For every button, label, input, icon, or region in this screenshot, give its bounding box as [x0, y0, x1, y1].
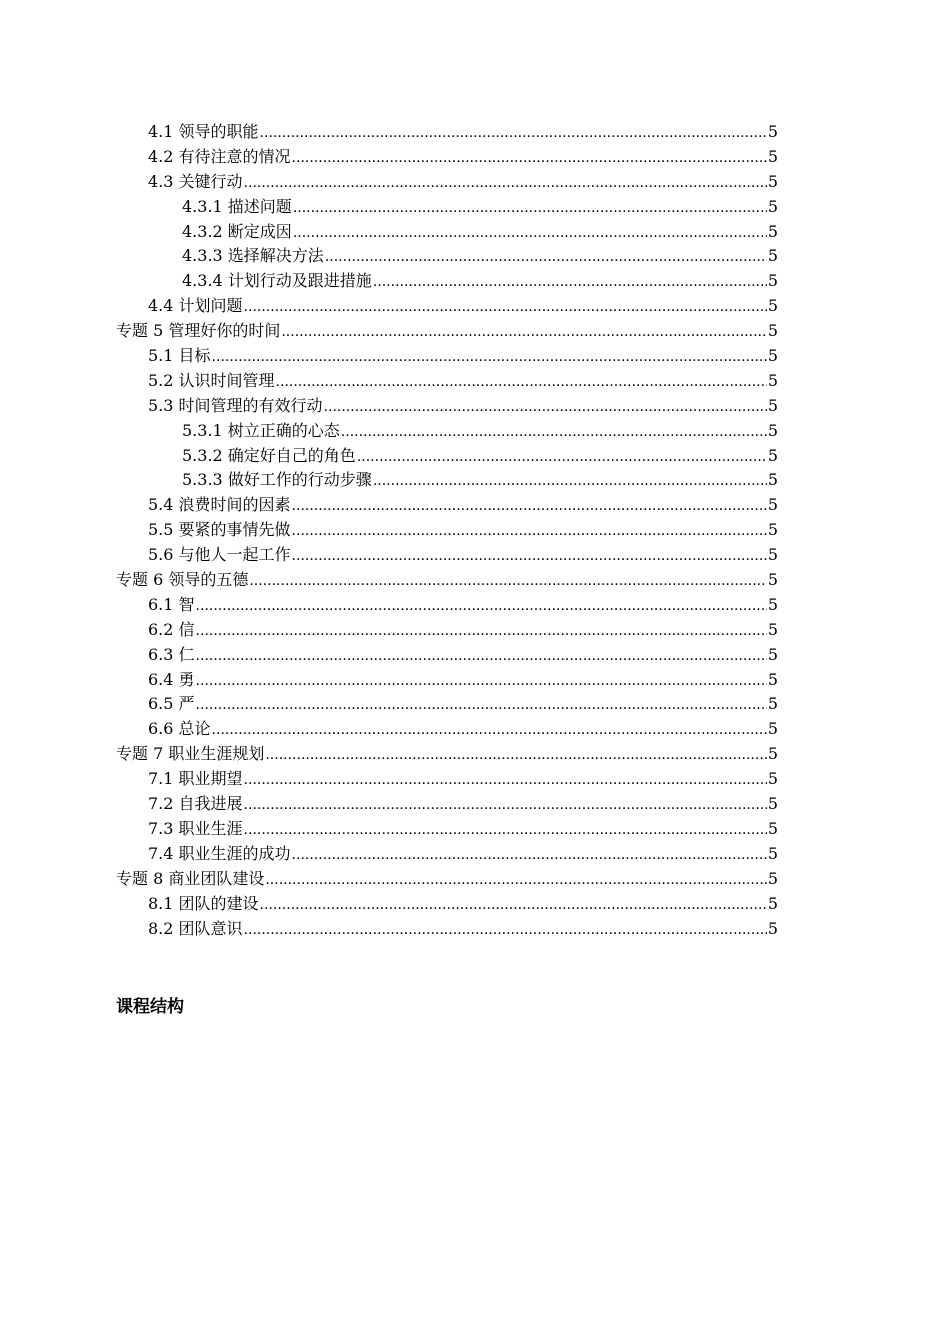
- toc-dot-leader: [292, 843, 767, 868]
- toc-dot-leader: [265, 743, 766, 768]
- toc-entry[interactable]: [116, 518, 778, 543]
- toc-entry-page-number: 5: [767, 470, 778, 490]
- toc-entry[interactable]: [116, 842, 778, 867]
- toc-entry[interactable]: [116, 394, 778, 419]
- toc-entry[interactable]: [116, 917, 778, 942]
- toc-entry-label: 7.2 自我进展: [148, 794, 243, 814]
- toc-entry-label: 4.3.3 选择解决方法: [182, 246, 324, 266]
- toc-entry-page-number: 5: [767, 669, 778, 689]
- toc-dot-leader: [292, 494, 767, 519]
- toc-entry-page-number: 5: [767, 122, 778, 141]
- toc-entry[interactable]: [116, 468, 778, 493]
- toc-entry[interactable]: [116, 195, 778, 220]
- toc-entry[interactable]: [116, 269, 778, 294]
- toc-entry[interactable]: [116, 643, 778, 668]
- toc-entry-label: 7.1 职业期望: [148, 769, 243, 789]
- toc-entry-page-number: 5: [767, 146, 778, 166]
- toc-entry[interactable]: [116, 668, 778, 693]
- toc-entry[interactable]: [116, 294, 778, 319]
- toc-dot-leader: [281, 320, 766, 345]
- toc-entry[interactable]: [116, 344, 778, 369]
- toc-dot-leader: [265, 868, 766, 893]
- toc-entry-page-number: 5: [767, 420, 778, 440]
- toc-entry-label: 8.2 团队意识: [148, 918, 243, 938]
- toc-entry[interactable]: [116, 543, 778, 568]
- toc-dot-leader: [244, 295, 767, 320]
- toc-dot-leader: [196, 644, 767, 669]
- toc-entry-label: 4.3.1 描述问题: [182, 196, 292, 216]
- toc-entry-label: 5.3.1 树立正确的心态: [182, 420, 340, 440]
- toc-entry[interactable]: [116, 170, 778, 195]
- toc-dot-leader: [260, 893, 767, 918]
- toc-entry[interactable]: [116, 767, 778, 792]
- toc-entry-label: 6.4 勇: [148, 669, 195, 689]
- toc-dot-leader: [212, 718, 767, 743]
- toc-entry-page-number: 5: [767, 893, 778, 913]
- toc-dot-leader: [244, 793, 767, 818]
- toc-dot-leader: [212, 345, 767, 370]
- toc-entry-label: 6.1 智: [148, 594, 195, 614]
- toc-entry-label: 4.3.2 断定成因: [182, 221, 292, 241]
- toc-entry-label: 5.6 与他人一起工作: [148, 545, 291, 565]
- toc-entry-label: 6.2 信: [148, 619, 195, 639]
- toc-entry[interactable]: [116, 618, 778, 643]
- toc-dot-leader: [292, 519, 767, 544]
- toc-entry-page-number: 5: [767, 594, 778, 614]
- toc-entry-label: 4.3.4 计划行动及跟进措施: [182, 271, 372, 291]
- toc-entry[interactable]: [116, 742, 778, 767]
- toc-entry-label: 8.1 团队的建设: [148, 893, 259, 913]
- toc-entry-label: 4.1 领导的职能: [148, 122, 259, 141]
- toc-entry[interactable]: [116, 220, 778, 245]
- toc-dot-leader: [260, 121, 767, 146]
- toc-dot-leader: [276, 370, 767, 395]
- toc-entry-label: 4.2 有待注意的情况: [148, 146, 291, 166]
- toc-entry-page-number: 5: [767, 694, 778, 714]
- toc-entry-label: 6.5 严: [148, 694, 195, 714]
- toc-entry-page-number: 5: [767, 495, 778, 515]
- section-heading: 课程结构: [116, 997, 184, 1017]
- toc-entry-label: 专题 8 商业团队建设: [116, 868, 265, 888]
- toc-entry-label: 5.1 目标: [148, 346, 211, 366]
- toc-entry[interactable]: [116, 692, 778, 717]
- toc-entry-label: 5.3.2 确定好自己的角色: [182, 445, 356, 465]
- toc-entry[interactable]: [116, 369, 778, 394]
- toc-entry-page-number: 5: [767, 520, 778, 540]
- toc-entry-page-number: 5: [767, 818, 778, 838]
- toc-dot-leader: [244, 171, 767, 196]
- toc-entry[interactable]: [116, 717, 778, 742]
- toc-entry-page-number: 5: [767, 794, 778, 814]
- toc-entry-page-number: 5: [767, 296, 778, 316]
- toc-dot-leader: [373, 270, 767, 295]
- toc-entry-label: 专题 5 管理好你的时间: [116, 321, 281, 341]
- toc-entry-page-number: 5: [767, 271, 778, 291]
- toc-dot-leader: [325, 245, 767, 270]
- toc-entry-label: 5.3 时间管理的有效行动: [148, 395, 323, 415]
- toc-entry[interactable]: [116, 792, 778, 817]
- toc-entry-page-number: 5: [767, 445, 778, 465]
- toc-entry-page-number: 5: [767, 570, 778, 590]
- toc-dot-leader: [196, 619, 767, 644]
- toc-dot-leader: [196, 693, 767, 718]
- toc-entry-page-number: 5: [767, 221, 778, 241]
- toc-entry[interactable]: [116, 867, 778, 892]
- toc-dot-leader: [196, 594, 767, 619]
- toc-entry-page-number: 5: [767, 719, 778, 739]
- toc-dot-leader: [196, 669, 767, 694]
- toc-entry-page-number: 5: [767, 769, 778, 789]
- toc-dot-leader: [244, 818, 767, 843]
- toc-entry-label: 7.4 职业生涯的成功: [148, 843, 291, 863]
- toc-entry[interactable]: [116, 892, 778, 917]
- toc-entry[interactable]: [116, 319, 778, 344]
- toc-entry-page-number: 5: [767, 370, 778, 390]
- toc-entry-page-number: 5: [767, 918, 778, 938]
- toc-entry-label: 7.3 职业生涯: [148, 818, 243, 838]
- toc-entry[interactable]: [116, 817, 778, 842]
- toc-entry-label: 专题 7 职业生涯规划: [116, 744, 265, 764]
- toc-entry-page-number: 5: [767, 843, 778, 863]
- toc-entry-label: 4.3 关键行动: [148, 171, 243, 191]
- toc-entry[interactable]: [116, 568, 778, 593]
- toc-entry-label: 6.3 仁: [148, 644, 195, 664]
- toc-dot-leader: [244, 918, 767, 943]
- toc-dot-leader: [341, 420, 767, 445]
- toc-dot-leader: [249, 569, 766, 594]
- toc-dot-leader: [357, 445, 767, 470]
- toc-entry-label: 5.4 浪费时间的因素: [148, 495, 291, 515]
- toc-entry-label: 5.2 认识时间管理: [148, 370, 275, 390]
- toc-entry-label: 5.3.3 做好工作的行动步骤: [182, 470, 372, 490]
- toc-entry[interactable]: [116, 145, 778, 170]
- toc-entry-page-number: 5: [767, 196, 778, 216]
- toc-entry-page-number: 5: [767, 321, 778, 341]
- toc-entry[interactable]: [116, 493, 778, 518]
- toc-dot-leader: [373, 469, 767, 494]
- toc-dot-leader: [293, 196, 767, 221]
- toc-dot-leader: [244, 768, 767, 793]
- toc-entry-page-number: 5: [767, 868, 778, 888]
- toc-entry[interactable]: [116, 419, 778, 444]
- toc-dot-leader: [324, 395, 767, 420]
- toc-entry[interactable]: [116, 593, 778, 618]
- toc-entry-page-number: 5: [767, 644, 778, 664]
- toc-entry-page-number: 5: [767, 395, 778, 415]
- toc-dot-leader: [292, 146, 767, 171]
- toc-entry-label: 4.4 计划问题: [148, 296, 243, 316]
- toc-entry-label: 专题 6 领导的五德: [116, 570, 249, 590]
- toc-entry-page-number: 5: [767, 744, 778, 764]
- table-of-contents: [116, 120, 778, 941]
- toc-entry[interactable]: [116, 120, 778, 145]
- toc-entry[interactable]: [116, 244, 778, 269]
- toc-entry-page-number: 5: [767, 171, 778, 191]
- toc-dot-leader: [292, 544, 767, 569]
- toc-entry-page-number: 5: [767, 619, 778, 639]
- toc-dot-leader: [293, 221, 767, 246]
- toc-entry-page-number: 5: [767, 545, 778, 565]
- toc-entry-page-number: 5: [767, 246, 778, 266]
- toc-entry-label: 5.5 要紧的事情先做: [148, 520, 291, 540]
- toc-entry-page-number: 5: [767, 346, 778, 366]
- toc-entry[interactable]: [116, 444, 778, 469]
- toc-entry-label: 6.6 总论: [148, 719, 211, 739]
